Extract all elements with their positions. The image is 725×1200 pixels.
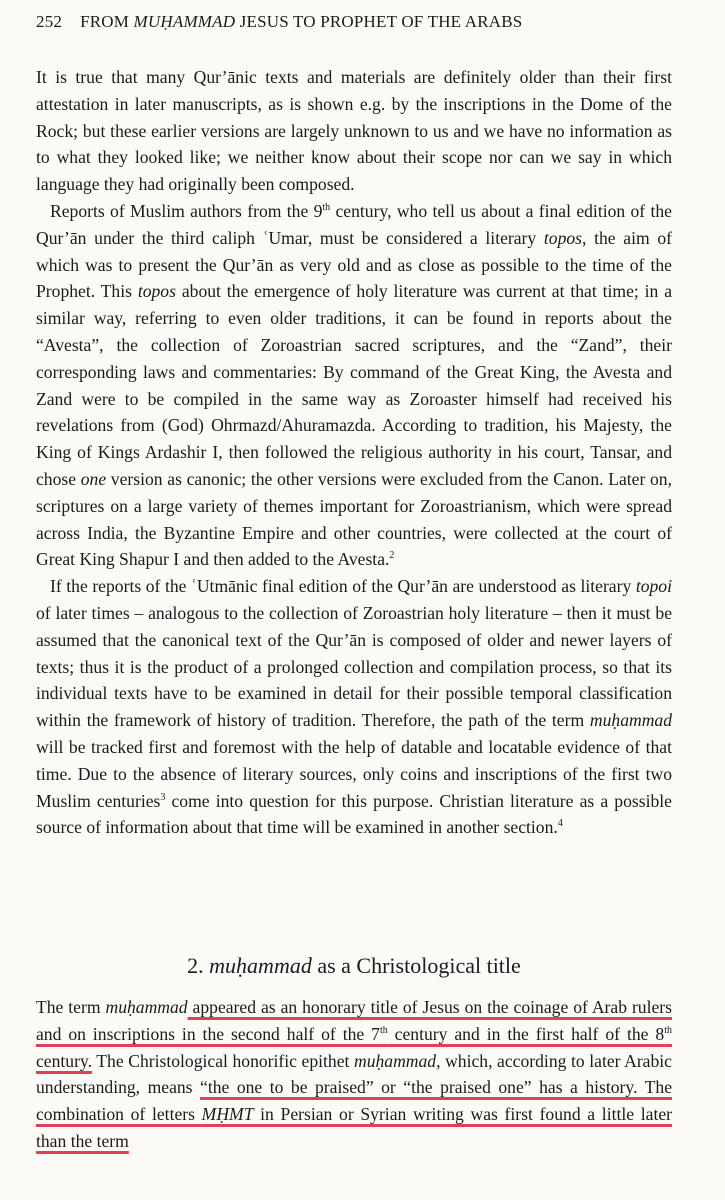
section-text: The term muḥammad appeared as an honorary title of Jesus on the coinage of Arab rulers and on inscriptions in the second half of the 7th century and in the first half of the 8th century. The Christological honorific epithet muḥammad, which, according to later Arabic understanding, means “the one to be praised” or “the praised one” has a history. The combination of letters MḤMT in Persian or Syrian writing was first found a little later than the term — [36, 997, 673, 1151]
highlight-underline: “the one to be praised” or “the praised one” has a history. The combination of letters MḤMT in Persian or Syrian writing was first found a little later than the term — [36, 1077, 673, 1151]
page-number: 252 — [36, 12, 63, 31]
paragraph: It is true that many Qur’ānic texts and materials are definitely older than their first attestation in later manuscripts, as is shown e.g. by the inscriptions in the Dome of the Rock; but these earlier versions are largely unknown to us and we have no information as to what they looked like; we neither know about their scope nor can we say in which language they had originally been composed. — [36, 67, 672, 195]
section-heading: 2. muḥammad as a Christological title — [187, 953, 521, 978]
footnote-marker: 4 — [557, 818, 563, 830]
running-head — [36, 12, 672, 32]
highlight-underline: appeared as an honorary title of Jesus on the coinage of Arab rulers and on inscriptions in the second half of the 7th century and in the first half of the 8th century. — [36, 997, 672, 1071]
footnote-marker: 2 — [389, 550, 395, 562]
body-text — [36, 64, 672, 841]
paragraph: Reports of Muslim authors from the 9th century, who tell us about a final edition of the Qur’ān under the third caliph ʿUmar, must be considered a literary topos, the aim of which was to present the Qur’ān as very old and as close as possible to the time of the Prophet. This topos about the emergence of holy literature was current at that time; in a similar way, referring to even older traditions, it can be found in reports about the “Avesta”, the collection of Zoroastrian sacred scriptures, and the “Zand”, their corresponding laws and commentaries: By command of the Great King, the Avesta and Zand were to be compiled in the same way as Zoroaster himself had received his revelations from (God) Ohrmazd/Ahuramazda. According to tradition, his Majesty, the King of Kings Ardashir I, then followed the religious authority in his court, Tansar, and chose one version as canonic; the other versions were excluded from the Canon. Later on, scriptures on a large variety of themes important for Zoroastrianism, which were spread across India, the Byzantine Empire and other countries, were collected at the court of Great King Shapur I and then added to the Avesta.$^2$ — [36, 200, 672, 570]
running-title: FROM MUḤAMMAD JESUS TO PROPHET OF THE ARABS — [80, 12, 523, 31]
paragraph: If the reports of the ʿUtmānic final edition of the Qur’ān are understood as literary topoi of later times – analogous to the collection of Zoroastrian holy literature – then it must be assumed that the canonical text of the Qur’ān is composed of older and newer layers of texts; thus it is the product of a prolonged collection and compilation process, so that its individual texts have to be examined in detail for their possible temporal classification within the framework of history of tradition. Therefore, the path of the term muḥammad will be tracked first and foremost with the help of datable and locatable evidence of that time. Due to the absence of literary sources, only coins and inscriptions of the first two Muslim centuries$^3$ come into question for this purpose. Christian literature as a possible source of information about that time will be examined in another section.$^4$ — [36, 576, 672, 838]
footnote-marker: 3 — [160, 791, 166, 803]
